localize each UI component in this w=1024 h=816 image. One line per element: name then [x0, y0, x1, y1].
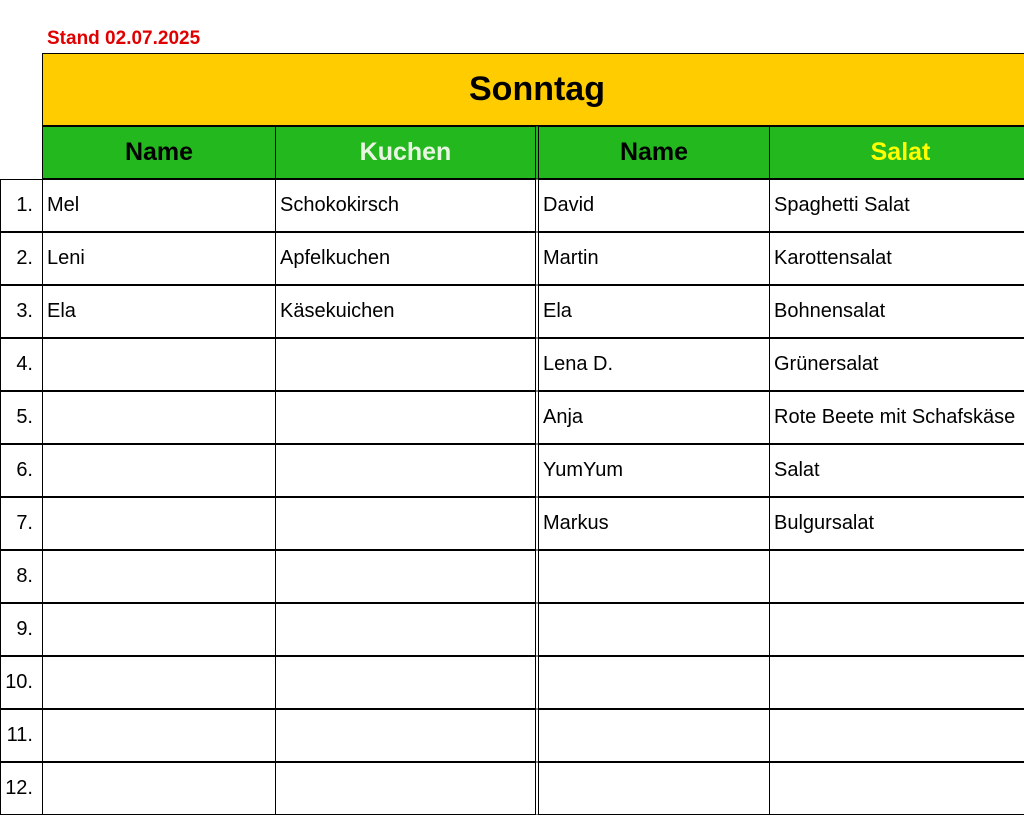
row-number: 11.: [0, 709, 43, 762]
kuchen-person-name: [42, 497, 276, 550]
kuchen-item: Käsekuichen: [275, 285, 536, 338]
table-row: [0, 232, 1024, 285]
salat-person-name: [535, 550, 770, 603]
row-number: 2.: [0, 232, 43, 285]
kuchen-item: [275, 444, 536, 497]
row-number: 8.: [0, 550, 43, 603]
kuchen-item: [275, 391, 536, 444]
row-number: 3.: [0, 285, 43, 338]
salat-item: [769, 709, 1024, 762]
table-row: [0, 338, 1024, 391]
table-row: [0, 179, 1024, 232]
kuchen-person-name: [42, 709, 276, 762]
kuchen-person-name: [42, 550, 276, 603]
salat-item: Karottensalat: [769, 232, 1024, 285]
table-row: [0, 656, 1024, 709]
table-row: [0, 285, 1024, 338]
salat-item: [769, 656, 1024, 709]
row-number: 12.: [0, 762, 43, 815]
salat-item: [769, 762, 1024, 815]
salat-item: Bohnensalat: [769, 285, 1024, 338]
table-row: [0, 391, 1024, 444]
kuchen-item: Schokokirsch: [275, 179, 536, 232]
table-row: [0, 444, 1024, 497]
table-row: [0, 762, 1024, 815]
kuchen-person-name: Leni: [42, 232, 276, 285]
row-number: 9.: [0, 603, 43, 656]
row-number: 7.: [0, 497, 43, 550]
salat-person-name: [535, 762, 770, 815]
header-name-kuchen: Name: [42, 126, 276, 179]
stand-date: Stand 02.07.2025: [47, 28, 201, 49]
row-number: 1.: [0, 179, 43, 232]
salat-person-name: [535, 656, 770, 709]
kuchen-person-name: [42, 603, 276, 656]
row-number: 10.: [0, 656, 43, 709]
kuchen-item: [275, 762, 536, 815]
salat-item: Spaghetti Salat: [769, 179, 1024, 232]
salat-person-name: Ela: [535, 285, 770, 338]
row-number: 6.: [0, 444, 43, 497]
row-number: 4.: [0, 338, 43, 391]
kuchen-person-name: [42, 391, 276, 444]
salat-person-name: Markus: [535, 497, 770, 550]
salat-person-name: YumYum: [535, 444, 770, 497]
salat-person-name: Martin: [535, 232, 770, 285]
kuchen-item: [275, 497, 536, 550]
table-row: [0, 497, 1024, 550]
salat-item: Grünersalat: [769, 338, 1024, 391]
table-row: [0, 550, 1024, 603]
day-title: Sonntag: [42, 53, 1024, 126]
salat-person-name: [535, 709, 770, 762]
table-row: [0, 709, 1024, 762]
salat-item: [769, 603, 1024, 656]
kuchen-item: [275, 709, 536, 762]
kuchen-person-name: Mel: [42, 179, 276, 232]
kuchen-item: [275, 603, 536, 656]
kuchen-item: [275, 338, 536, 391]
kuchen-person-name: [42, 656, 276, 709]
kuchen-person-name: [42, 762, 276, 815]
salat-person-name: Lena D.: [535, 338, 770, 391]
table-row: [0, 603, 1024, 656]
kuchen-item: [275, 550, 536, 603]
kuchen-person-name: [42, 444, 276, 497]
salat-person-name: Anja: [535, 391, 770, 444]
kuchen-item: [275, 656, 536, 709]
salat-person-name: David: [535, 179, 770, 232]
kuchen-person-name: Ela: [42, 285, 276, 338]
kuchen-item: Apfelkuchen: [275, 232, 536, 285]
header-salat: Salat: [769, 126, 1024, 179]
salat-person-name: [535, 603, 770, 656]
salat-item: Bulgursalat: [769, 497, 1024, 550]
kuchen-person-name: [42, 338, 276, 391]
header-name-salat: Name: [535, 126, 770, 179]
salat-item: [769, 550, 1024, 603]
salat-item: Rote Beete mit Schafskäse: [769, 391, 1024, 444]
header-kuchen: Kuchen: [275, 126, 536, 179]
salat-item: Salat: [769, 444, 1024, 497]
row-number: 5.: [0, 391, 43, 444]
